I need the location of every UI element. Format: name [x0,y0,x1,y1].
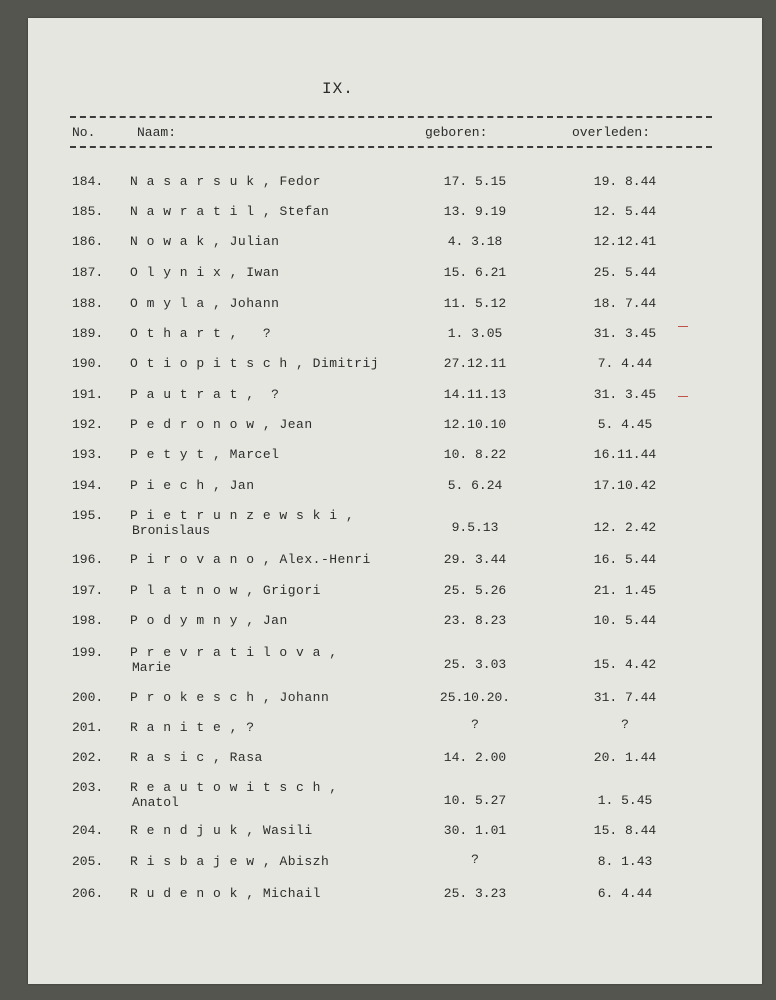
birth-date: 17. 5.15 [443,174,507,189]
death-date: 31. 7.44 [593,690,657,705]
table-row [0,356,776,390]
red-margin-mark [678,326,688,327]
row-number: 193. [72,447,104,462]
birth-date: 25. 3.03 [443,657,507,672]
birth-date: 23. 8.23 [443,613,507,628]
given-name: Marie [132,660,172,675]
row-number: 192. [72,417,104,432]
row-name [130,296,279,311]
row-name [130,583,321,598]
table-row [0,478,776,512]
row-number: 203. [72,780,104,795]
surname: O m y l a [130,296,205,311]
death-date: 15. 8.44 [593,823,657,838]
surname: R u d e n o k [130,886,238,901]
table-row [0,447,776,481]
birth-date: 14.11.13 [443,387,507,402]
row-number: 185. [72,204,104,219]
row-number: 199. [72,645,104,660]
birth-date: 25. 5.26 [443,583,507,598]
header-died: overleden: [572,125,651,140]
birth-date: 11. 5.12 [443,296,507,311]
birth-date: ? [471,717,479,732]
surname: P r o k e s c h [130,690,255,705]
row-number: 190. [72,356,104,371]
given-name: , Johann [262,690,330,705]
table-row [0,613,776,647]
death-date: 8. 1.43 [597,854,653,869]
row-name [130,204,329,219]
row-number: 189. [72,326,104,341]
surname: R a s i c [130,750,205,765]
row-name [130,234,279,249]
birth-date: 25.10.20. [439,690,511,705]
birth-date: 29. 3.44 [443,552,507,567]
surname: P a u t r a t [130,387,238,402]
given-name: , Stefan [262,204,330,219]
table-row [0,296,776,330]
header-born: geboren: [425,125,488,140]
death-date: 10. 5.44 [593,613,657,628]
row-name [130,478,255,493]
row-name [130,854,329,869]
surname: P i e t r u n z e w s k i , [130,508,355,523]
row-number: 195. [72,508,104,523]
row-number: 202. [72,750,104,765]
table-row [0,823,776,857]
row-number: 194. [72,478,104,493]
row-number: 191. [72,387,104,402]
table-row [0,583,776,617]
row-number: 188. [72,296,104,311]
red-margin-mark [678,396,688,397]
surname: P i r o v a n o [130,552,255,567]
table-row [0,717,776,754]
surname: R i s b a j e w [130,854,255,869]
death-date: 5. 4.45 [597,417,653,432]
row-name [130,552,371,567]
given-name: , Dimitrij [296,356,380,371]
death-date: 17.10.42 [593,478,657,493]
row-number: 197. [72,583,104,598]
row-number: 196. [72,552,104,567]
row-name [130,387,279,402]
death-date: 1. 5.45 [597,793,653,808]
given-name: , Jean [262,417,313,432]
row-name [130,690,329,705]
row-name [130,750,263,765]
death-date: 20. 1.44 [593,750,657,765]
death-date: 12. 5.44 [593,204,657,219]
table-row [0,417,776,451]
birth-date: 5. 6.24 [447,478,503,493]
birth-date: 25. 3.23 [443,886,507,901]
death-date: 16. 5.44 [593,552,657,567]
table-row [0,886,776,920]
table-row [0,780,776,814]
surname: P o d y m n y [130,613,238,628]
birth-date: ? [471,852,479,867]
birth-date: 27.12.11 [443,356,507,371]
row-name [130,326,271,341]
death-date: 6. 4.44 [597,886,653,901]
row-number: 187. [72,265,104,280]
row-name [130,265,279,280]
header-rule-bottom [70,146,712,148]
row-number: 205. [72,854,104,869]
death-date: 12. 2.42 [593,520,657,535]
page-number: IX. [322,80,354,98]
table-row [0,552,776,586]
row-name [130,720,255,735]
surname: O t h a r t [130,326,222,341]
row-name [130,356,379,371]
row-name [130,447,279,462]
given-name: , ? [246,387,280,402]
death-date: 18. 7.44 [593,296,657,311]
death-date: 15. 4.42 [593,657,657,672]
death-date: 31. 3.45 [593,326,657,341]
table-row [0,645,776,679]
row-number: 204. [72,823,104,838]
birth-date: 30. 1.01 [443,823,507,838]
surname: O l y n i x [130,265,222,280]
birth-date: 14. 2.00 [443,750,507,765]
given-name: , Alex.-Henri [262,552,371,567]
row-number: 201. [72,720,104,735]
death-date: 7. 4.44 [597,356,653,371]
birth-date: 10. 8.22 [443,447,507,462]
birth-date: 15. 6.21 [443,265,507,280]
death-date: ? [621,717,629,732]
given-name: , Jan [213,478,255,493]
surname: N o w a k [130,234,205,249]
table-row [0,854,776,888]
surname: P e d r o n o w [130,417,255,432]
death-date: 16.11.44 [593,447,657,462]
row-number: 184. [72,174,104,189]
given-name: , ? [229,720,255,735]
birth-date: 10. 5.27 [443,793,507,808]
surname: N a w r a t i l [130,204,255,219]
table-row [0,234,776,268]
given-name: , Iwan [229,265,280,280]
death-date: 21. 1.45 [593,583,657,598]
given-name: , Rasa [213,750,263,765]
header-rule-top [70,116,712,118]
row-number: 200. [72,690,104,705]
surname: R e n d j u k [130,823,238,838]
table-row [0,174,776,208]
header-name: Naam: [137,125,177,140]
row-number: 206. [72,886,104,901]
surname: P l a t n o w [130,583,238,598]
surname: P r e v r a t i l o v a , [130,645,338,660]
row-number: 198. [72,613,104,628]
given-name: , Wasili [246,823,313,838]
surname: O t i o p i t s c h [130,356,288,371]
table-row [0,326,776,360]
given-name: , Julian [213,234,280,249]
birth-date: 12.10.10 [443,417,507,432]
death-date: 12.12.41 [593,234,657,249]
given-name: Bronislaus [132,523,211,538]
row-name [130,886,321,901]
birth-date: 4. 3.18 [447,234,503,249]
birth-date: 1. 3.05 [447,326,503,341]
death-date: 31. 3.45 [593,387,657,402]
row-number: 186. [72,234,104,249]
table-row [0,387,776,421]
given-name: , Grigori [246,583,321,598]
surname: P i e c h [130,478,205,493]
given-name: , Johann [213,296,280,311]
given-name: , ? [229,326,272,341]
death-date: 19. 8.44 [593,174,657,189]
given-name: , Marcel [213,447,280,462]
table-row [0,508,776,542]
surname: R e a u t o w i t s c h , [130,780,338,795]
given-name: , Jan [246,613,288,628]
given-name: Anatol [132,795,179,810]
given-name: , Fedor [262,174,321,189]
surname: P e t y t [130,447,205,462]
surname: N a s a r s u k [130,174,255,189]
row-name [130,613,288,628]
row-name [130,417,313,432]
table-row [0,204,776,238]
birth-date: 9.5.13 [451,520,499,535]
table-row [0,750,776,784]
row-name [130,823,313,838]
table-row [0,265,776,299]
header-no: No. [72,125,96,140]
row-name [130,174,321,189]
given-name: , Michail [246,886,321,901]
surname: R a n i t e [130,720,222,735]
given-name: , Abiszh [262,854,330,869]
birth-date: 13. 9.19 [443,204,507,219]
death-date: 25. 5.44 [593,265,657,280]
